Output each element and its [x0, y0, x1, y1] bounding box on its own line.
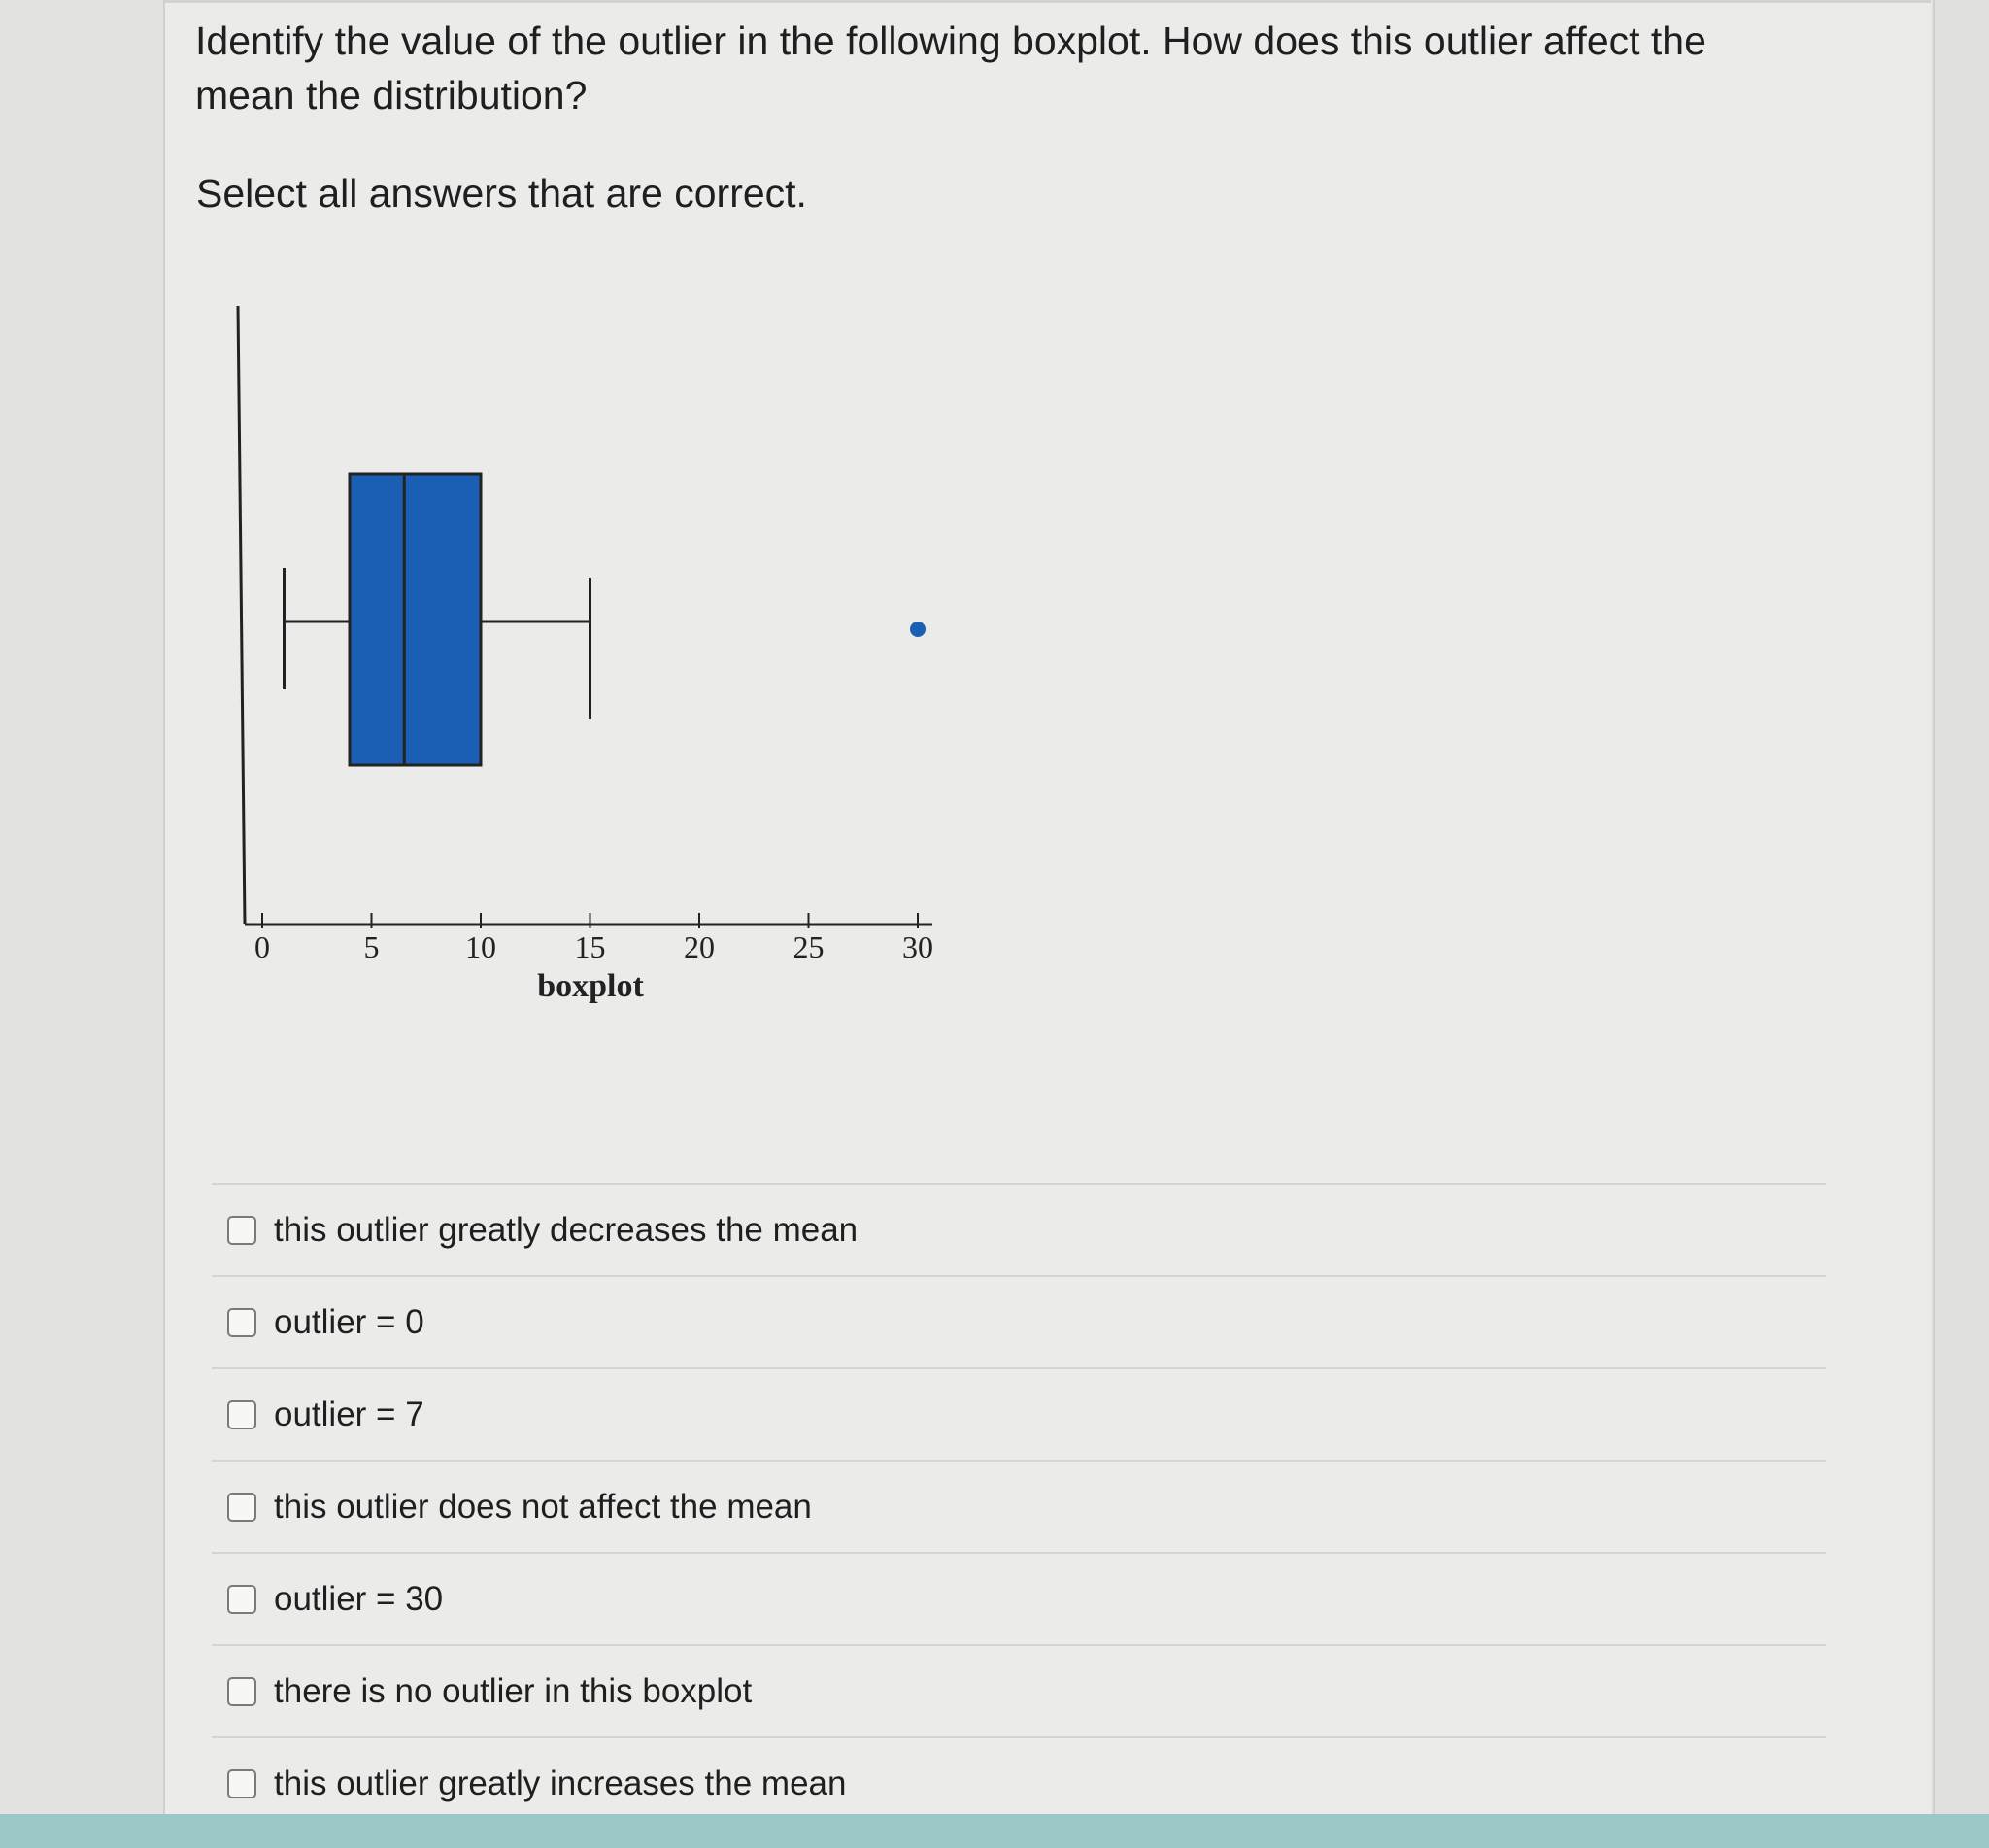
iqr-box [350, 474, 481, 765]
boxplot-chart [223, 291, 961, 1029]
option-label: outlier = 7 [274, 1394, 424, 1433]
x-tick-label: 5 [363, 929, 380, 964]
option-label: outlier = 0 [274, 1302, 424, 1341]
option-label: outlier = 30 [274, 1579, 444, 1618]
bottom-bar [0, 1814, 1989, 1848]
checkbox[interactable] [227, 1308, 256, 1337]
x-tick-label: 0 [254, 929, 270, 964]
question-prompt: Identify the value of the outlier in the following boxplot. How does this outlier affect the mean the distribution? [195, 18, 1706, 118]
checkbox[interactable] [227, 1493, 256, 1522]
answer-option[interactable] [212, 1552, 1826, 1644]
x-tick-label: 10 [465, 929, 496, 964]
x-tick-label: 20 [684, 929, 715, 964]
x-tick-label: 15 [574, 929, 606, 964]
answer-option[interactable] [212, 1275, 1826, 1367]
checkbox[interactable] [227, 1677, 256, 1706]
option-label: this outlier greatly increases the mean [274, 1764, 847, 1802]
outlier-point [910, 622, 926, 637]
checkbox[interactable] [227, 1585, 256, 1614]
x-axis-ticks [254, 913, 933, 964]
question-instruction: Select all answers that are correct. [196, 171, 807, 216]
left-gutter [0, 0, 165, 1848]
top-divider [165, 0, 1931, 3]
x-axis-label: boxplot [537, 968, 644, 1004]
y-axis-line [238, 306, 245, 924]
answer-options [212, 1183, 1826, 1829]
x-tick-label: 30 [902, 929, 933, 964]
answer-option[interactable] [212, 1183, 1826, 1275]
checkbox[interactable] [227, 1400, 256, 1429]
option-label: this outlier greatly decreases the mean [274, 1210, 859, 1249]
checkbox[interactable] [227, 1769, 256, 1798]
answer-option[interactable] [212, 1644, 1826, 1736]
x-tick-label: 25 [792, 929, 825, 964]
option-label: this outlier does not affect the mean [274, 1487, 812, 1526]
checkbox[interactable] [227, 1216, 256, 1245]
answer-option[interactable] [212, 1460, 1826, 1552]
option-label: there is no outlier in this boxplot [274, 1671, 753, 1710]
box-group [285, 474, 927, 765]
right-gutter [1933, 0, 1989, 1848]
answer-option[interactable] [212, 1367, 1826, 1460]
